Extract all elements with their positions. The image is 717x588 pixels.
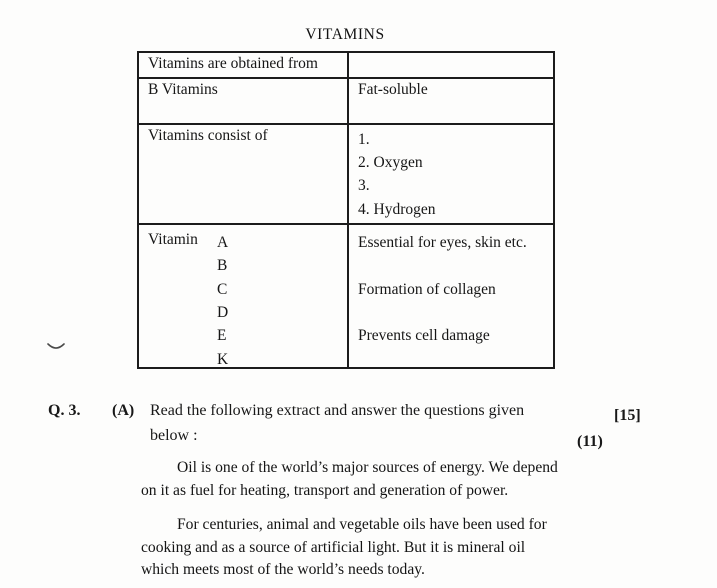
vitamin-letter-c: C bbox=[217, 280, 228, 298]
cell-obtained-from-answer bbox=[348, 52, 554, 78]
vitamin-letter-d: D bbox=[217, 303, 229, 321]
table-title: VITAMINS bbox=[305, 26, 385, 43]
cell-vitamin-functions bbox=[348, 224, 554, 368]
consist-item-1: 1. bbox=[358, 131, 370, 148]
question-number: Q. 3. bbox=[48, 402, 81, 419]
function-line-2 bbox=[358, 254, 549, 277]
question-part: (A) bbox=[112, 402, 135, 419]
cell-consist-of-list bbox=[348, 124, 554, 224]
vitamin-label: Vitamin bbox=[148, 230, 198, 248]
vitamin-letter-e: E bbox=[217, 327, 227, 345]
function-line-3: Formation of collagen bbox=[358, 280, 496, 298]
extract-paragraph-1 bbox=[141, 457, 581, 502]
vitamin-letter-b: B bbox=[217, 257, 228, 275]
consist-item-4: 4. Hydrogen bbox=[358, 200, 436, 218]
table-row bbox=[138, 52, 554, 78]
extract-line: For centuries, animal and vegetable oils have been used for bbox=[177, 516, 547, 534]
question-prompt-line1: Read the following extract and answer the questions given bbox=[150, 402, 525, 419]
extract-line: which meets most of the world’s needs today. bbox=[141, 561, 425, 579]
reading-extract bbox=[141, 457, 581, 582]
sub-marks-badge: (11) bbox=[577, 433, 603, 450]
extract-paragraph-2 bbox=[141, 514, 581, 582]
cell-vitamin-letters bbox=[138, 224, 348, 368]
function-line-4 bbox=[358, 301, 549, 324]
cell-b-vitamins: B Vitamins bbox=[138, 78, 348, 124]
function-line-1: Essential for eyes, skin etc. bbox=[358, 233, 527, 251]
consist-item-3: 3. bbox=[358, 177, 370, 195]
table-row bbox=[138, 78, 554, 124]
total-marks-badge: [15] bbox=[614, 407, 641, 424]
cell-consist-of: Vitamins consist of bbox=[138, 124, 348, 224]
vitamin-letter-k: K bbox=[217, 350, 229, 368]
consist-item-2: 2. Oxygen bbox=[358, 154, 423, 172]
function-line-5: Prevents cell damage bbox=[358, 327, 490, 345]
cell-obtained-from: Vitamins are obtained from bbox=[138, 52, 348, 78]
vitamin-letter-list bbox=[217, 231, 228, 368]
table-row bbox=[138, 224, 554, 368]
table-row bbox=[138, 124, 554, 224]
function-line-6 bbox=[358, 348, 549, 368]
vitamin-letter-a: A bbox=[217, 233, 229, 251]
extract-line: on it as fuel for heating, transport and generation of power. bbox=[141, 481, 509, 499]
vitamins-table bbox=[137, 51, 555, 369]
cell-fat-soluble: Fat-soluble bbox=[348, 78, 554, 124]
question-header bbox=[0, 402, 717, 458]
extract-line: cooking and as a source of artificial light. But it is mineral oil bbox=[141, 538, 526, 556]
pen-mark-icon bbox=[46, 342, 66, 352]
extract-line: Oil is one of the world’s major sources of energy. We depend bbox=[177, 459, 558, 476]
question-prompt-line2: below : bbox=[150, 427, 198, 444]
